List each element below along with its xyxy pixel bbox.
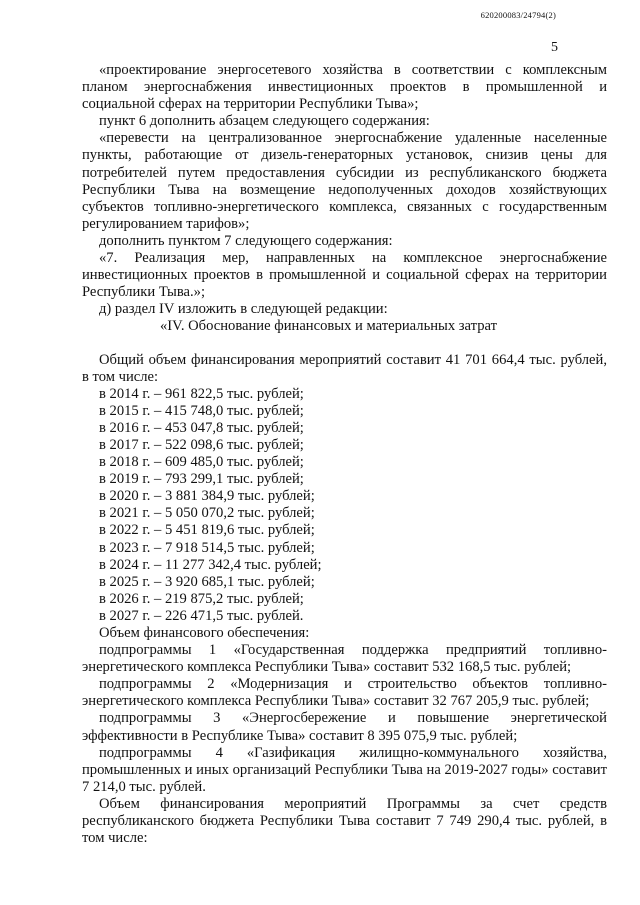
list-item: в 2021 г. – 5 050 070,2 тыс. рублей; — [99, 505, 315, 522]
list-item: в 2025 г. – 3 920 685,1 тыс. рублей; — [99, 573, 315, 590]
document-body — [82, 62, 607, 847]
list-item: в 2016 г. – 453 047,8 тыс. рублей; — [99, 419, 304, 436]
list-item: в 2018 г. – 609 485,0 тыс. рублей; — [99, 454, 304, 471]
spacer — [82, 336, 607, 352]
paragraph: «проектирование энергосетевого хозяйства в соответствии с комплексным планом энергоснабжения инвестиционных проектов в промышленной и социальной сферах на территории Республики Тыва»; — [82, 62, 607, 113]
list-item: в 2020 г. – 3 881 384,9 тыс. рублей; — [99, 488, 315, 505]
list-item: в 2024 г. – 11 277 342,4 тыс. рублей; — [99, 556, 322, 573]
list-item: в 2026 г. – 219 875,2 тыс. рублей; — [99, 590, 304, 607]
paragraph: Объем финансового обеспечения: — [99, 625, 310, 641]
section-heading: «IV. Обоснование финансовых и материальных затрат — [160, 318, 497, 335]
total-funding-paragraph: Общий объем финансирования мероприятий составит 41 701 664,4 тыс. рублей, в том числе: — [82, 351, 607, 385]
list-item: в 2022 г. – 5 451 819,6 тыс. рублей; — [99, 522, 315, 539]
paragraph: «перевести на централизованное энергоснабжение удаленные населенные пункты, работающие от дизель-генераторных установок, снизив цены для потребителей путем предоставления субсидии из республиканского бюджета Республики Тыва на возмещение недополученных доходов хозяйствующих субъектов топливно-энергетического комплекса, связанных с государственным регулированием тарифов»; — [82, 130, 607, 232]
list-item: в 2017 г. – 522 098,6 тыс. рублей; — [99, 436, 304, 453]
page-number: 5 — [551, 40, 558, 55]
list-item: в 2019 г. – 793 299,1 тыс. рублей; — [99, 471, 304, 488]
list-item: в 2015 г. – 415 748,0 тыс. рублей; — [99, 402, 304, 419]
list-item: в 2023 г. – 7 918 514,5 тыс. рублей; — [99, 539, 315, 556]
paragraph: подпрограммы 1 «Государственная поддержка предприятий топливно-энергетического комплекса Республики Тыва» составит 532 168,5 тыс. рублей; — [82, 642, 607, 676]
list-item: в 2014 г. – 961 822,5 тыс. рублей; — [99, 385, 304, 402]
paragraph: подпрограммы 4 «Газификация жилищно-коммунального хозяйства, промышленных и иных организаций Республики Тыва на 2019-2027 годы» составит 7 214,0 тыс. рублей. — [82, 744, 607, 795]
paragraph: Объем финансирования мероприятий Программы за счет средств республиканского бюджета Республики Тыва составит 7 749 290,4 тыс. рублей, в том числе: — [82, 795, 607, 847]
paragraph: дополнить пунктом 7 следующего содержания: — [99, 232, 393, 249]
paragraph: «7. Реализация мер, направленных на комплексное энергоснабжение инвестиционных проектов в промышленной и социальной сферах на территории Республики Тыва.»; — [82, 250, 607, 301]
paragraph: подпрограммы 2 «Модернизация и строительство объектов топливно-энергетического комплекса Республики Тыва» составит 32 767 205,9 тыс. рублей; — [82, 676, 607, 710]
paragraph: д) раздел IV изложить в следующей редакции: — [99, 301, 388, 318]
paragraph: пункт 6 дополнить абзацем следующего содержания: — [99, 113, 430, 130]
document-id: 620200083/24794(2) — [480, 10, 556, 20]
list-item: в 2027 г. – 226 471,5 тыс. рублей. — [99, 607, 304, 624]
yearly-funding-list — [82, 386, 607, 625]
paragraph: подпрограммы 3 «Энергосбережение и повышение энергетической эффективности в Республике Тыва» составит 8 395 075,9 тыс. рублей; — [82, 710, 607, 744]
